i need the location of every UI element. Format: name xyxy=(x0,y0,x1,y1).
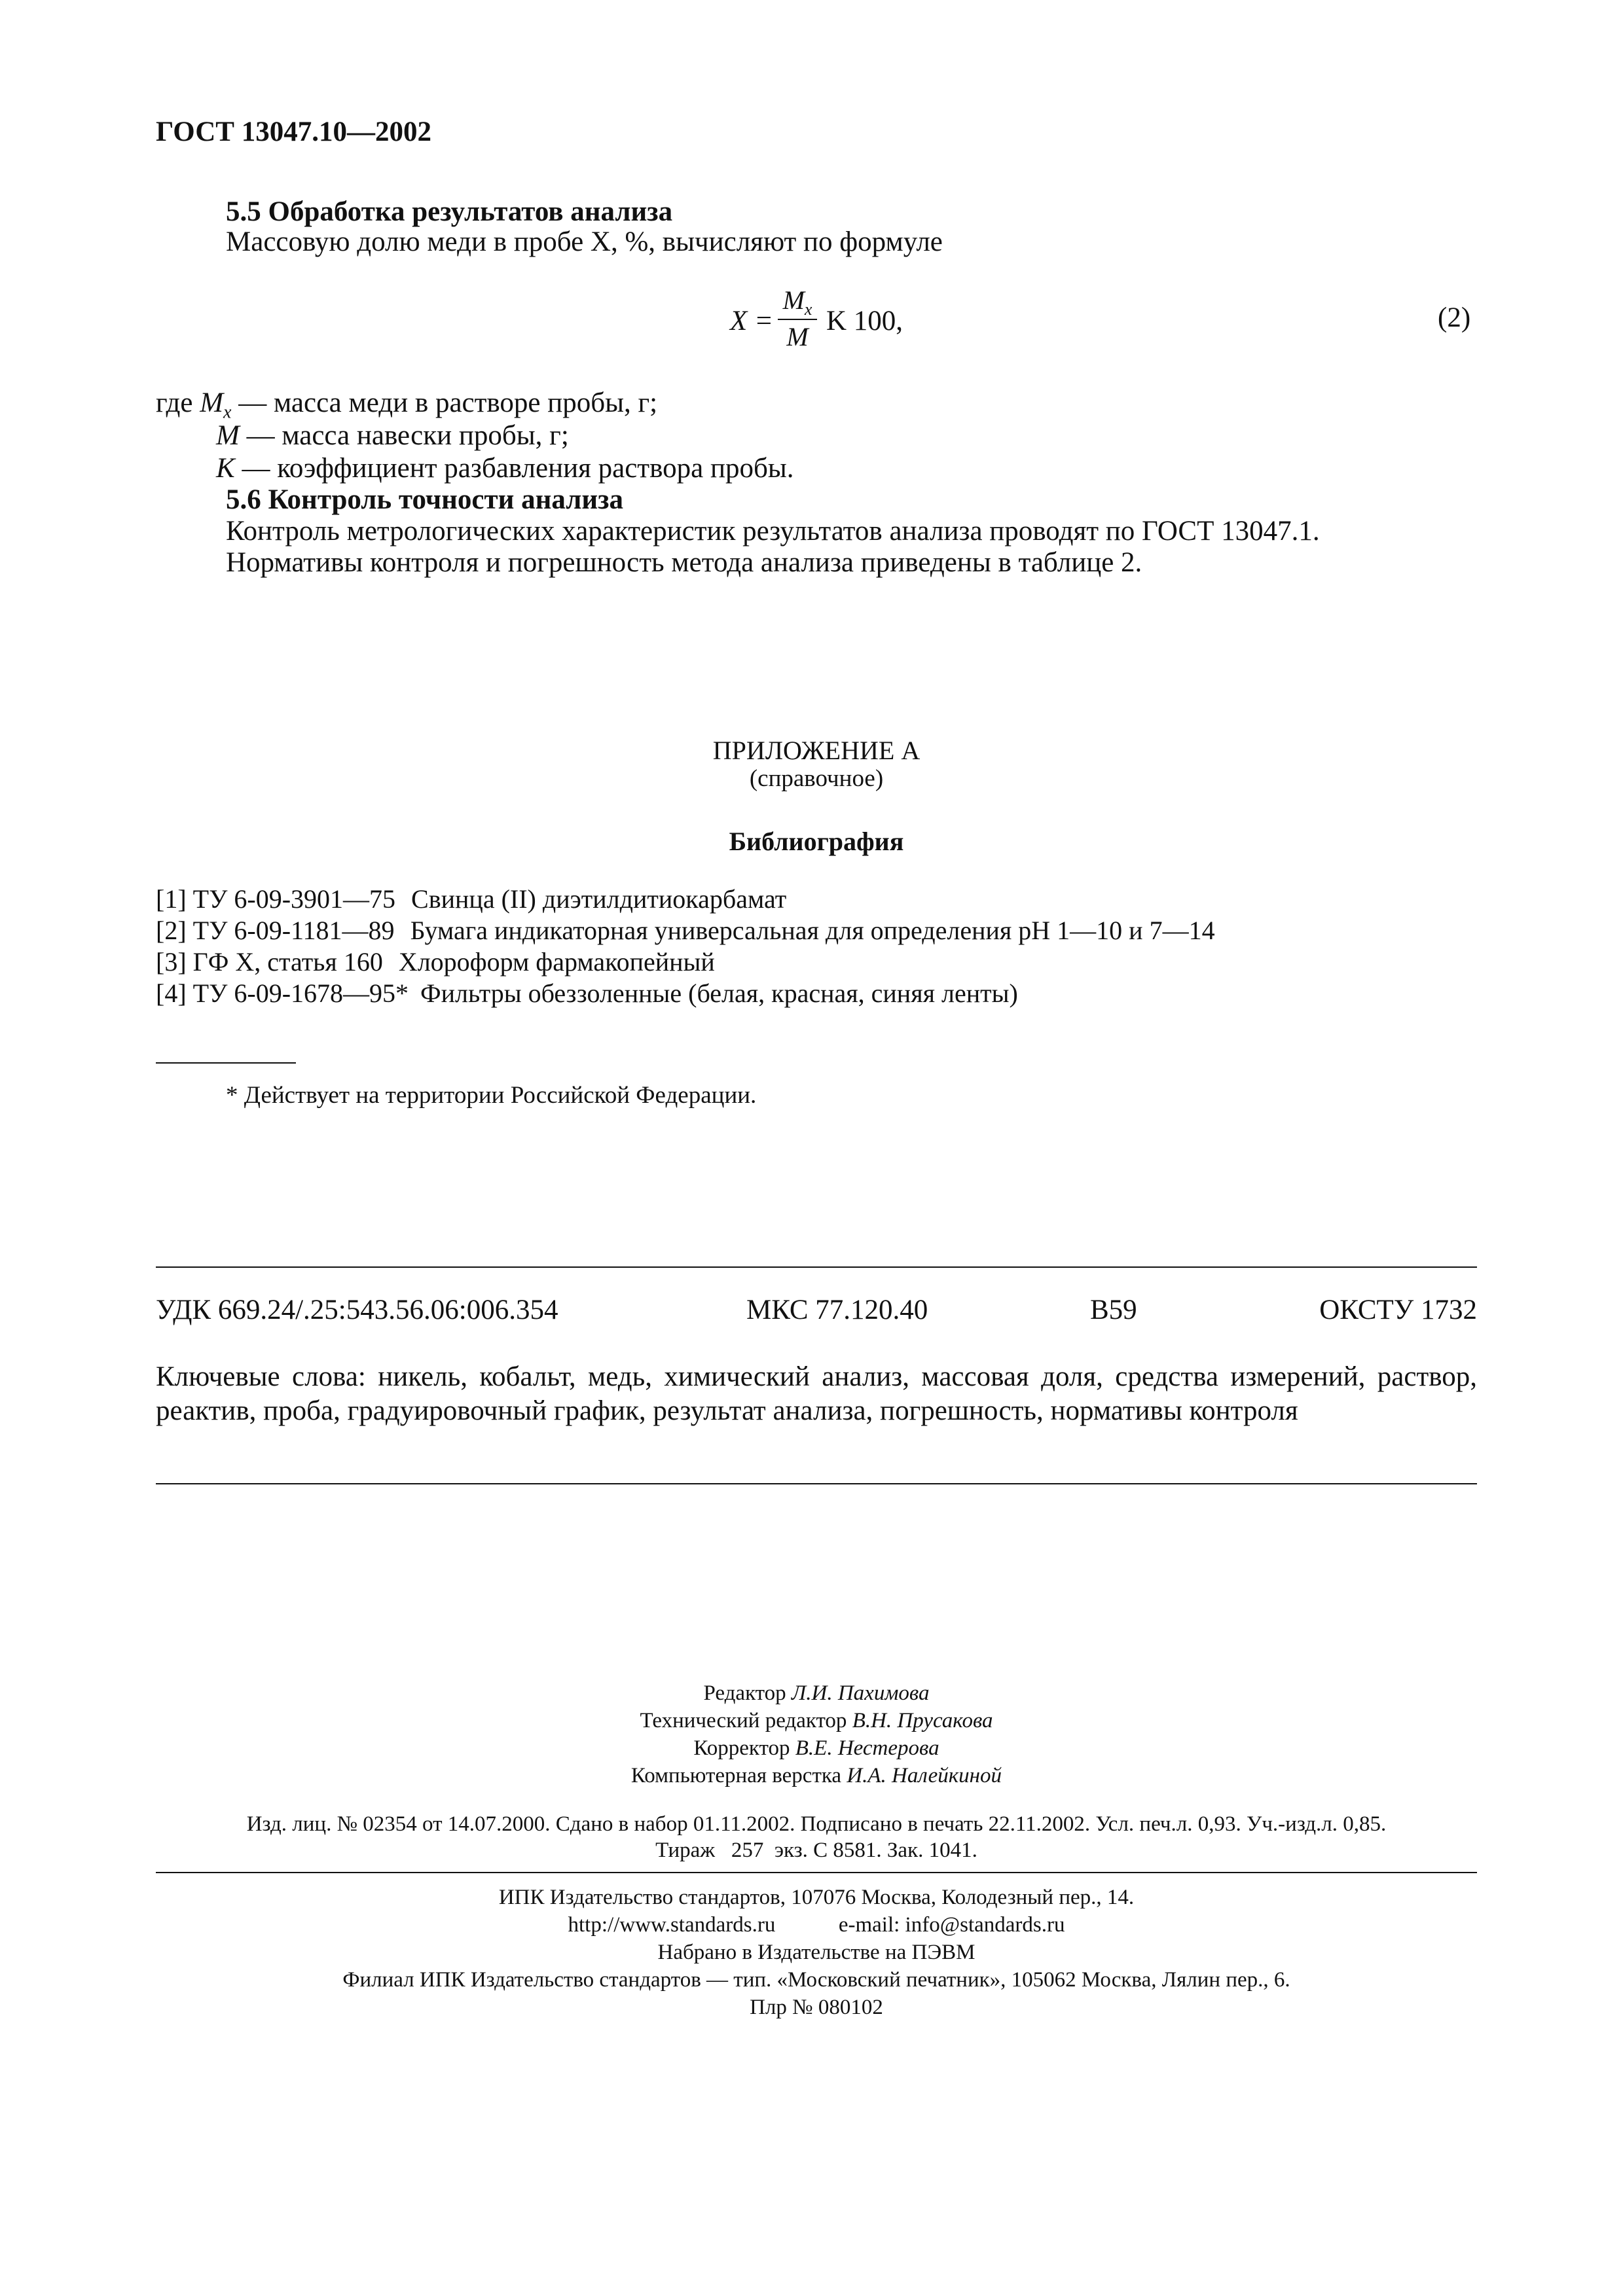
reference-description: Бумага индикаторная универсальная для определения рН 1—10 и 7—14 xyxy=(410,916,1215,945)
reference-item xyxy=(156,915,1215,946)
reference-description: Хлороформ фармакопейный xyxy=(398,947,715,977)
credit-tech-editor xyxy=(156,1708,1477,1734)
classification-bottom-rule xyxy=(156,1483,1477,1484)
reference-description: Свинца (II) диэтилдитиокарбамат xyxy=(411,884,787,914)
imprint-rule xyxy=(156,1872,1477,1873)
credit-layout xyxy=(156,1763,1477,1789)
credit-corrector xyxy=(156,1735,1477,1761)
reference-number: [1] xyxy=(156,884,187,914)
document-id: ГОСТ 13047.10—2002 xyxy=(156,117,431,147)
section-5-5-title: 5.5 Обработка результатов анализа xyxy=(226,196,673,227)
okstu-code: ОКСТУ 1732 xyxy=(1319,1295,1477,1325)
definition-subscript: x xyxy=(223,402,232,423)
imprint-line1: Изд. лиц. № 02354 от 14.07.2000. Сдано в набор 01.11.2002. Подписано в печать 22.11.2002. Усл. печ.л. 0,93. Уч.-изд.л. 0,85. xyxy=(246,1812,1387,1836)
appendix-subtitle: (справочное) xyxy=(749,765,884,792)
formula-denominator: M xyxy=(786,322,809,351)
formula-numerator-symbol: M xyxy=(782,285,805,315)
appendix-title: ПРИЛОЖЕНИЕ А xyxy=(712,736,921,765)
definition-text: — масса меди в растворе пробы, г; xyxy=(231,387,658,418)
reference-description: Фильтры обеззоленные (белая, красная, синяя ленты) xyxy=(420,978,1018,1008)
credit-name: В.Н. Прусакова xyxy=(852,1709,993,1732)
publisher-email[interactable]: e-mail: info@standards.ru xyxy=(838,1913,1065,1937)
udk-code: УДК 669.24/.25:543.56.06:006.354 xyxy=(156,1295,558,1325)
publisher-branch: Филиал ИПК Издательство стандартов — тип. «Московский печатник», 105062 Москва, Лялин пер., 6. xyxy=(342,1968,1290,1992)
credit-role: Технический редактор xyxy=(640,1709,847,1732)
classification-top-rule xyxy=(156,1266,1477,1268)
where-prefix: где xyxy=(156,387,193,418)
definition-text: — масса навески пробы, г; xyxy=(239,420,569,451)
credit-role: Компьютерная верстка xyxy=(630,1764,842,1787)
footnote: * Действует на территории Российской Федерации. xyxy=(226,1082,757,1109)
definition-text: — коэффициент разбавления раствора пробы. xyxy=(234,453,794,484)
reference-number: [4] xyxy=(156,978,187,1008)
keywords: Ключевые слова: никель, кобальт, медь, химический анализ, массовая доля, средства измерений, раствор, реактив, проба, градуировочный график, результат анализа, погрешность, нормативы контроля xyxy=(156,1361,1477,1426)
publisher-typeset: Набрано в Издательстве на ПЭВМ xyxy=(657,1941,976,1964)
credit-editor xyxy=(156,1680,1477,1706)
credit-name: Л.И. Пахимова xyxy=(791,1681,930,1705)
definition-k xyxy=(216,452,793,486)
reference-number: [2] xyxy=(156,916,187,945)
definition-m xyxy=(216,419,569,453)
reference-code: ТУ 6-09-1678—95* xyxy=(192,978,409,1008)
credit-role: Редактор xyxy=(703,1681,786,1705)
reference-code: ТУ 6-09-3901—75 xyxy=(192,884,396,914)
publisher-contacts xyxy=(156,1912,1477,1938)
definition-symbol: M xyxy=(216,420,240,451)
imprint-line2: Тираж 257 экз. С 8581. Зак. 1041. xyxy=(655,1839,977,1862)
section-5-6-line1: Контроль метрологических характеристик результатов анализа проводят по ГОСТ 13047.1. xyxy=(226,516,1320,547)
reference-code: ГФ X, статья 160 xyxy=(192,947,383,977)
group-code: В59 xyxy=(1090,1295,1137,1325)
definition-symbol: K xyxy=(216,453,235,484)
formula-numerator-subscript: x xyxy=(804,300,812,319)
reference-item xyxy=(156,884,786,915)
reference-code: ТУ 6-09-1181—89 xyxy=(192,916,395,945)
reference-item xyxy=(156,946,715,978)
publisher-website[interactable]: http://www.standards.ru xyxy=(568,1913,776,1937)
section-5-5-intro: Массовую долю меди в пробе X, %, вычисляют по формуле xyxy=(226,226,943,257)
reference-number: [3] xyxy=(156,947,187,977)
bibliography-heading: Библиография xyxy=(729,827,904,856)
credit-role: Корректор xyxy=(693,1736,790,1760)
reference-item xyxy=(156,978,1018,1009)
section-5-6-title: 5.6 Контроль точности анализа xyxy=(226,484,623,515)
credit-name: И.А. Налейкиной xyxy=(847,1764,1002,1787)
fraction-bar xyxy=(778,319,817,320)
publisher-license: Плр № 080102 xyxy=(750,1996,883,2019)
credit-name: В.Е. Нестерова xyxy=(795,1736,939,1760)
publisher-address: ИПК Издательство стандартов, 107076 Москва, Колодезный пер., 14. xyxy=(498,1886,1135,1909)
definition-symbol: M xyxy=(200,387,224,418)
formula-number: (2) xyxy=(1438,302,1471,333)
footnote-divider xyxy=(156,1062,296,1064)
formula-rhs: K 100, xyxy=(826,306,903,336)
formula-lhs: X = xyxy=(730,306,774,336)
mks-code: МКС 77.120.40 xyxy=(746,1295,928,1325)
section-5-6-line2: Нормативы контроля и погрешность метода анализа приведены в таблице 2. xyxy=(226,547,1142,578)
